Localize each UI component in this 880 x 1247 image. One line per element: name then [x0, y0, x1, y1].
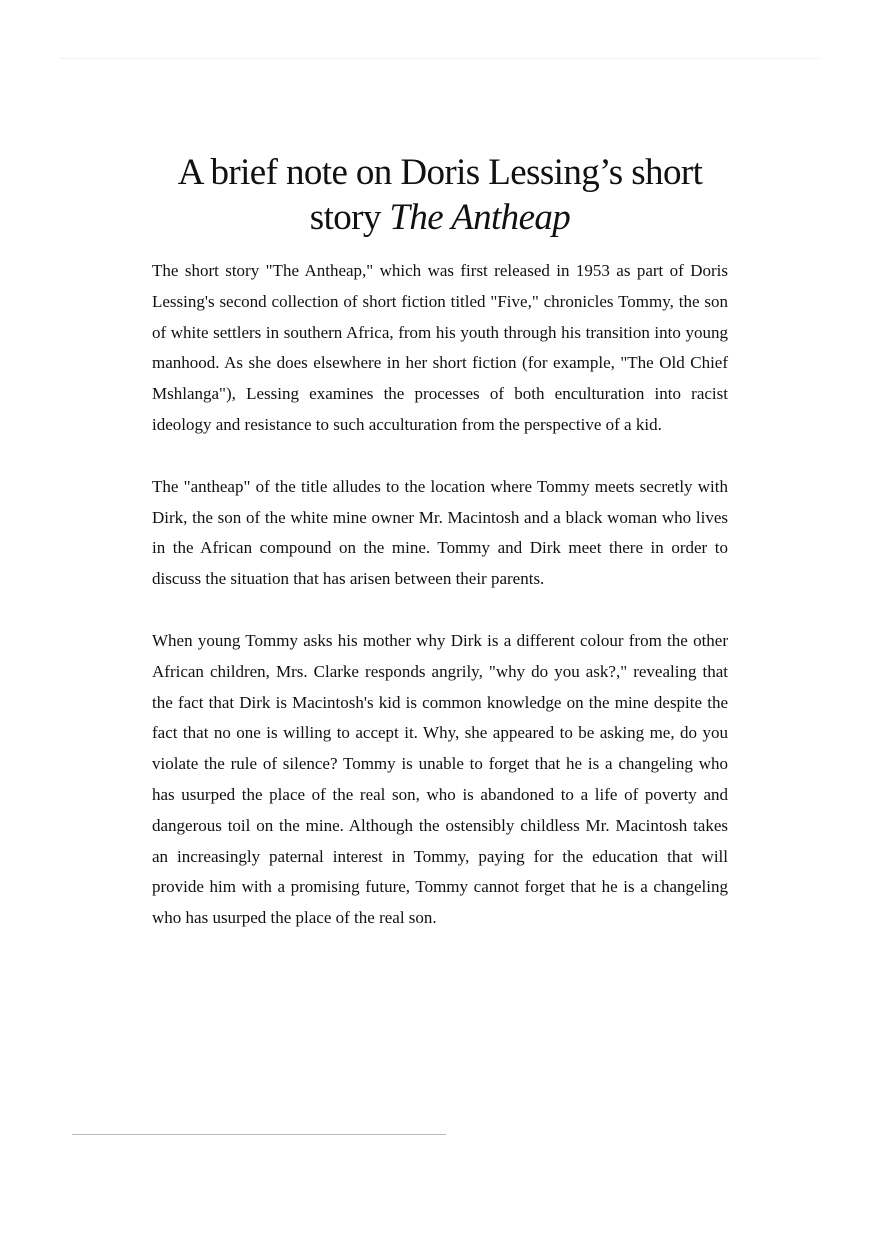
title-line-2-prefix: story	[309, 197, 390, 238]
paragraph-2: The "antheap" of the title alludes to the location where Tommy meets secretly with Dirk, the son of the white mine owner Mr. Macintosh and a black woman who lives in the African compound on the mine. Tommy and Dirk meet there in order to discuss the situation that has arisen between their parents.	[152, 476, 728, 589]
document-title	[152, 150, 728, 240]
footnote-separator	[72, 1134, 446, 1135]
document-body	[152, 256, 728, 965]
paragraph-3: When young Tommy asks his mother why Dirk is a different colour from the other African children, Mrs. Clarke responds angrily, "why do you ask?," revealing that the fact that Dirk is Macintosh's kid is common knowledge on the mine despite the fact that no one is willing to accept it. Why, she appeared to be asking me, do you violate the rule of silence? Tommy is unable to forget that he is a changeling who has usurped the place of the real son, who is abandoned to a life of poverty and dangerous toil on the mine. Although the ostensibly childless Mr. Macintosh takes an increasingly paternal interest in Tommy, paying for the education that will provide him with a promising future, Tommy cannot forget that he is a changeling who has usurped the place of the real son.	[152, 630, 728, 928]
header-rule	[60, 58, 820, 59]
title-line-1: A brief note on Doris Lessing’s short	[177, 152, 703, 193]
paragraph-1: The short story "The Antheap," which was first released in 1953 as part of Doris Lessing's second collection of short fiction titled "Five," chronicles Tommy, the son of white settlers in southern Africa, from his youth through his transition into young manhood. As she does elsewhere in her short fiction (for example, "The Old Chief Mshlanga"), Lessing examines the processes of both enculturation into racist ideology and resistance to such acculturation from the perspective of a kid.	[152, 261, 728, 434]
title-line-2-italic: The Antheap	[389, 197, 571, 238]
